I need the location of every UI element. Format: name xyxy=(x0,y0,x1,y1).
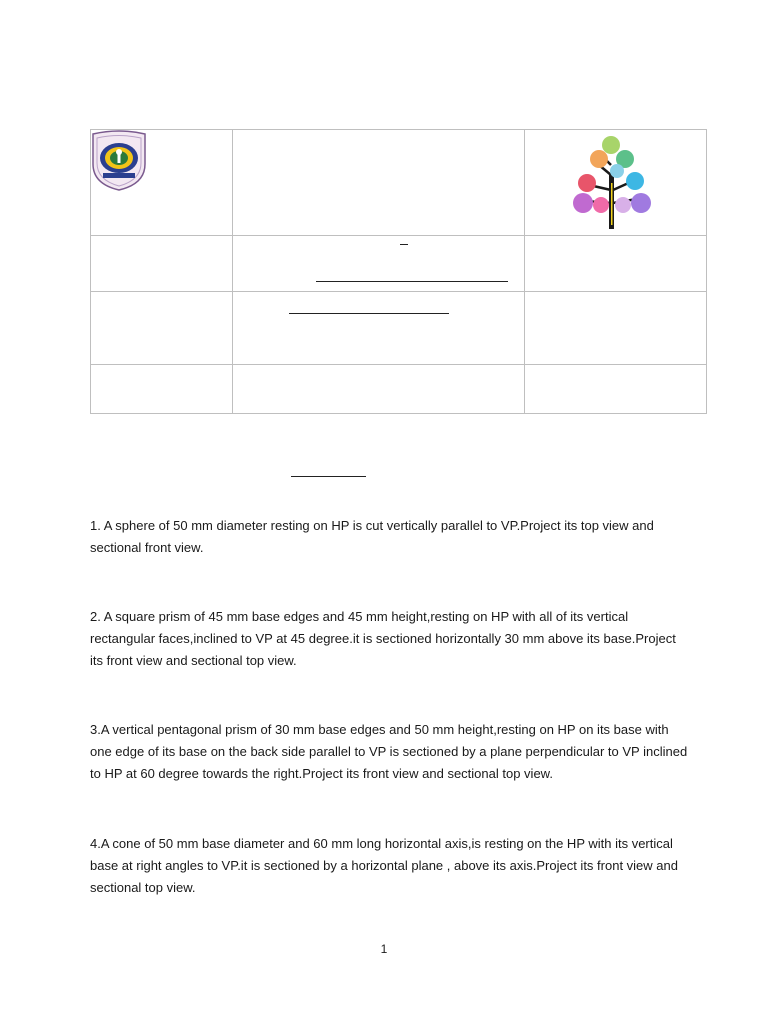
cell-r3c1 xyxy=(91,292,233,365)
question-2: 2. A square prism of 45 mm base edges and 45 mm height,resting on HP with all of its vertical rectangular faces,inclined to VP at 45 degree.it is sectioned horizontally 30 mm above its base.Project its front view and sectional top view. xyxy=(90,609,676,668)
blank-line xyxy=(289,313,449,314)
header-row-3 xyxy=(91,292,707,365)
school-crest-icon xyxy=(91,130,147,192)
header-row-4 xyxy=(91,365,707,414)
section-title-underline xyxy=(291,476,366,477)
header-row-1 xyxy=(91,130,707,236)
question-4: 4.A cone of 50 mm base diameter and 60 mm long horizontal axis,is resting on the HP with its vertical base at right angles to VP.it is sectioned by a horizontal plane , above its axis.Project its front view and sectional top view. xyxy=(90,836,678,895)
cell-r3c3 xyxy=(525,292,707,365)
knowledge-tree-icon xyxy=(571,135,655,231)
page-number: 1 xyxy=(380,942,388,956)
header-row-2 xyxy=(91,236,707,292)
cell-r3c2 xyxy=(233,292,525,365)
title-cell xyxy=(233,130,525,236)
question-3: 3.A vertical pentagonal prism of 30 mm base edges and 50 mm height,resting on HP on its base with one edge of its base on the back side parallel to VP is sectioned by a plane perpendicular to VP inclined to HP at 60 degree towards the right.Project its front view and sectional top view. xyxy=(90,722,688,781)
cell-r2c3 xyxy=(525,236,707,292)
cell-r4c3 xyxy=(525,365,707,414)
header-table xyxy=(90,129,707,414)
logo-cell-left xyxy=(91,130,233,236)
cell-r4c1 xyxy=(91,365,233,414)
cell-r2c2 xyxy=(233,236,525,292)
question-1: 1. A sphere of 50 mm diameter resting on HP is cut vertically parallel to VP.Project its top view and sectional front view. xyxy=(90,518,654,555)
cell-r2c1 xyxy=(91,236,233,292)
logo-cell-right xyxy=(525,130,707,236)
cell-r4c2 xyxy=(233,365,525,414)
blank-line xyxy=(316,281,508,282)
dash-mark xyxy=(400,244,408,245)
